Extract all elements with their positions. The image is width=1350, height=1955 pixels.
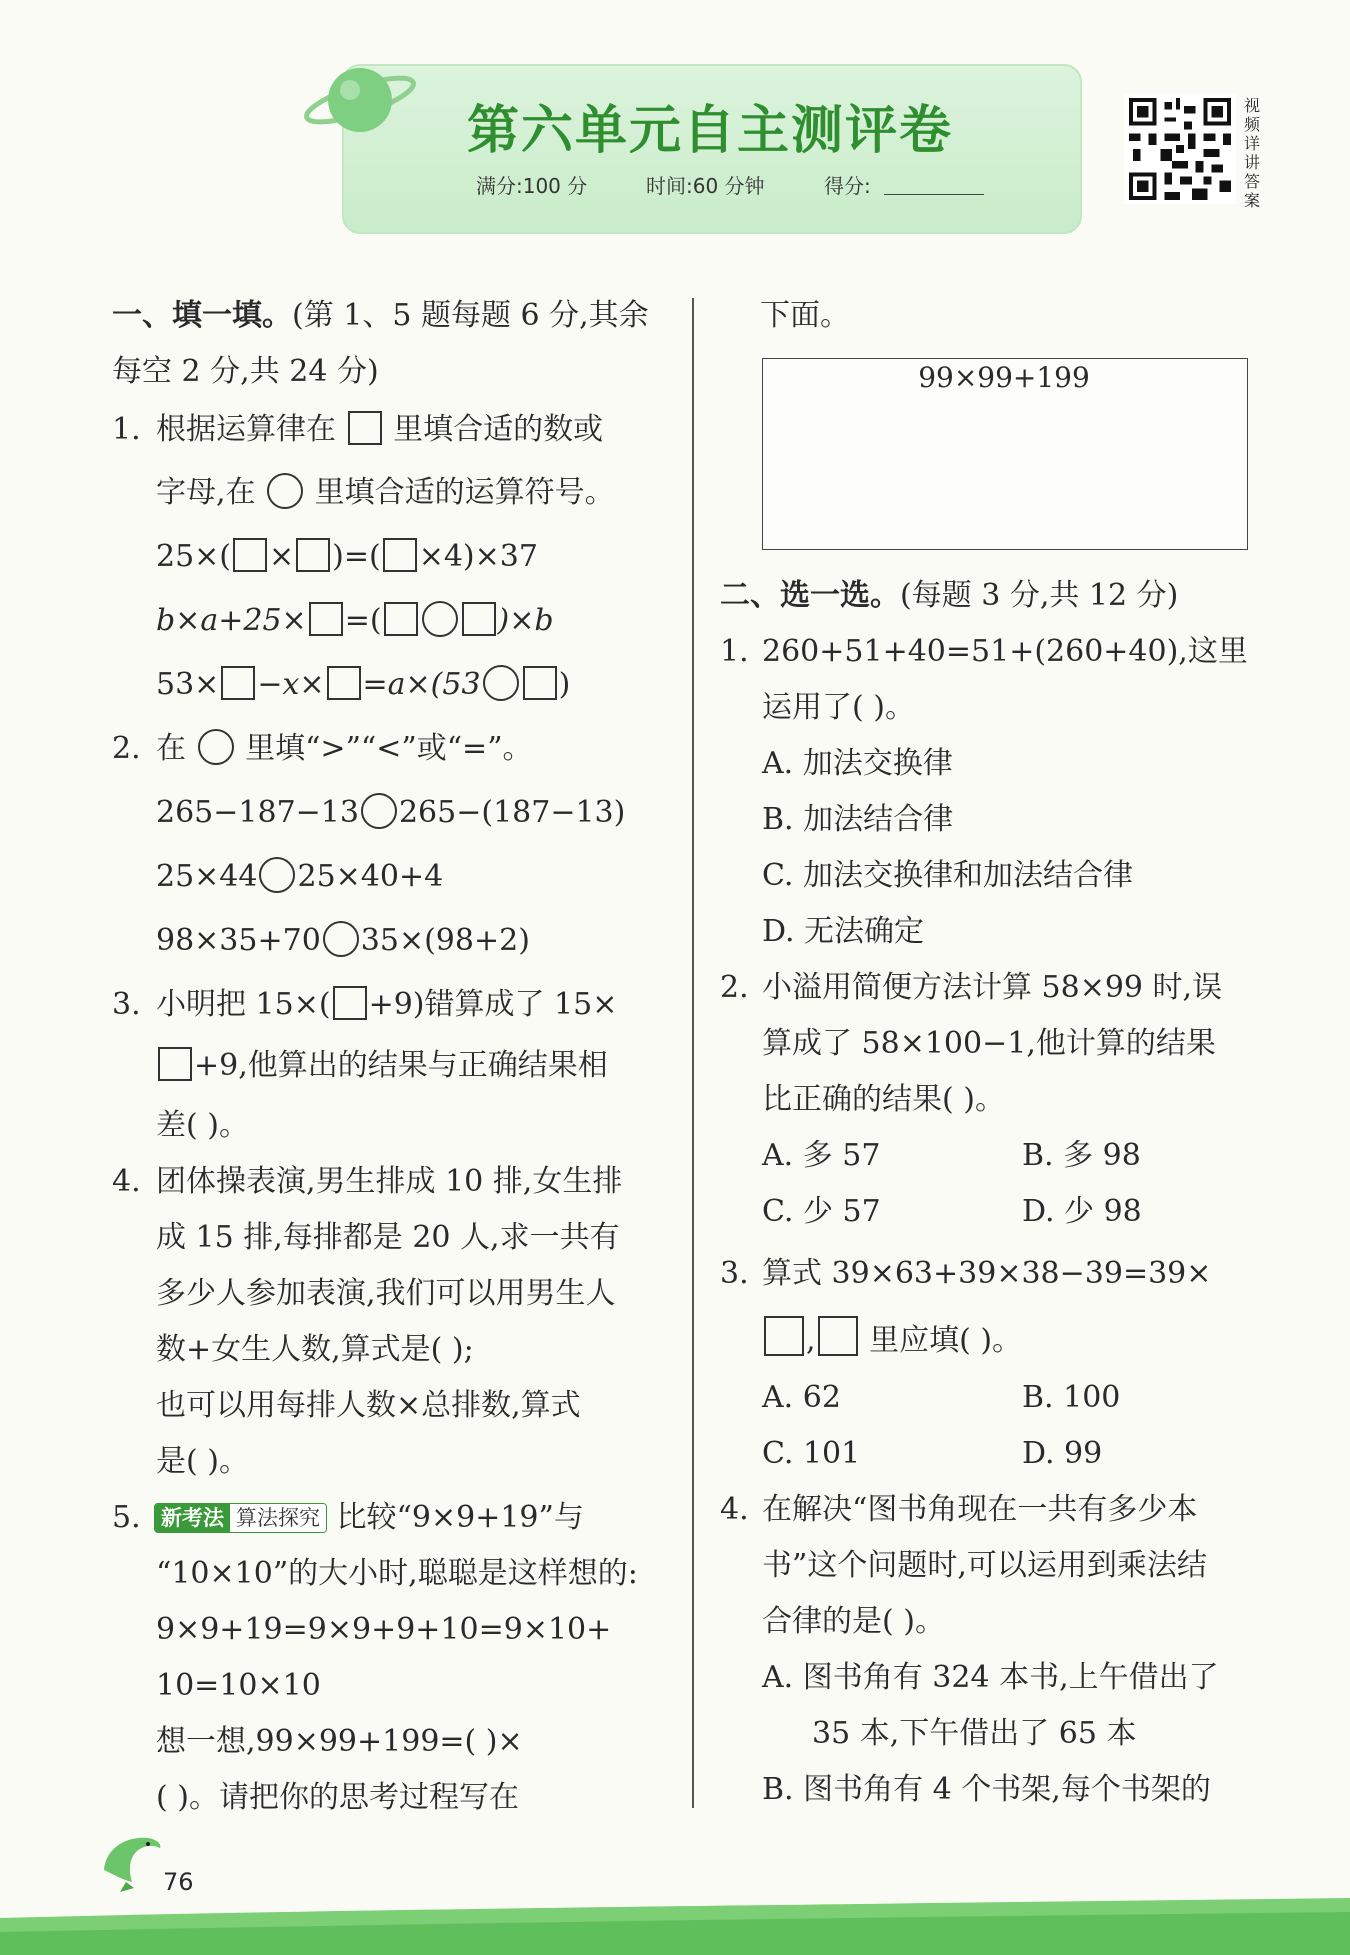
mc3-line1: 算式 39×63+39×38−39=39× — [762, 1256, 1212, 1291]
mc3-text: 里应填( )。 — [869, 1323, 1023, 1358]
score-blank — [884, 194, 984, 195]
q5-continuation: 下面。 — [760, 298, 850, 333]
blank-box — [764, 1316, 804, 1356]
eq-text: ) — [558, 667, 571, 702]
q2-text-a: 在 — [156, 731, 186, 766]
time-limit: 时间:60 分钟 — [646, 174, 765, 198]
q3-line3: 差( )。 — [156, 1108, 249, 1143]
mc4-line2: 书”这个问题时,可以运用到乘法结 — [762, 1548, 1207, 1583]
blank-box — [818, 1316, 858, 1356]
compare-circle[interactable] — [259, 857, 295, 893]
mc2-option-d[interactable]: D. 少 98 — [1022, 1194, 1142, 1229]
mc2-line3: 比正确的结果( )。 — [762, 1082, 1005, 1117]
dolphin-icon — [96, 1830, 166, 1896]
eq-text: b×a+25× — [156, 603, 307, 638]
answer-box-expression: 99×99+199 — [918, 361, 1090, 394]
q3-line1 — [156, 985, 617, 1025]
q3-line2 — [156, 1046, 608, 1086]
q5-line2: “10×10”的大小时,聪聪是这样想的: — [156, 1556, 638, 1591]
q5-line6: ( )。请把你的思考过程写在 — [156, 1780, 519, 1815]
eq-text: 98×35+70 — [156, 923, 321, 958]
mc4-line1: 在解决“图书角现在一共有多少本 — [762, 1492, 1198, 1527]
q4-line6: 是( )。 — [156, 1444, 249, 1479]
section-1-title: 一、填一填。 — [112, 298, 292, 333]
q1-text-c: 字母,在 — [156, 475, 256, 510]
mc1-option-c[interactable]: C. 加法交换律和加法结合律 — [762, 858, 1133, 893]
blank-circle[interactable] — [422, 601, 458, 637]
q3-text-a: 小明把 15×( — [156, 987, 331, 1022]
mc1-number: 1. — [720, 634, 749, 669]
q1-number: 1. — [112, 412, 141, 447]
mc3-option-d[interactable]: D. 99 — [1022, 1436, 1103, 1471]
eq-text: 25×40+4 — [297, 859, 444, 894]
blank-circle — [267, 473, 303, 509]
mc2-option-b[interactable]: B. 多 98 — [1022, 1138, 1141, 1173]
badge-label-1: 新考法 — [155, 1504, 230, 1532]
comma: , — [806, 1323, 816, 1358]
blank-box[interactable] — [327, 666, 361, 700]
q5-text-1: 比较“9×9+19”与 — [336, 1500, 584, 1535]
q4-line1: 团体操表演,男生排成 10 排,女生排 — [156, 1164, 623, 1199]
mc2-line2: 算成了 58×100−1,他计算的结果 — [762, 1026, 1216, 1061]
q4-line5: 也可以用每排人数×总排数,算式 — [156, 1388, 581, 1423]
blank-box[interactable] — [383, 538, 417, 572]
footer-grass-band — [0, 1888, 1350, 1955]
qr-caption: 视频详讲答案 — [1244, 96, 1261, 210]
mc4-option-a-cont: 35 本,下午借出了 65 本 — [812, 1716, 1137, 1751]
q2-eq3 — [156, 921, 530, 961]
page-title: 第六单元自主测评卷 — [466, 101, 953, 161]
mc2-option-a[interactable]: A. 多 57 — [762, 1138, 881, 1173]
section-1-note-line2: 每空 2 分,共 24 分) — [112, 354, 379, 389]
q2-line1 — [156, 729, 533, 769]
mc4-option-a[interactable]: A. 图书角有 324 本书,上午借出了 — [762, 1660, 1219, 1695]
q4-number: 4. — [112, 1164, 141, 1199]
mc4-number: 4. — [720, 1492, 749, 1527]
section-1-header — [112, 296, 649, 336]
q4-line3: 多少人参加表演,我们可以用男生人 — [156, 1276, 616, 1311]
q2-eq2 — [156, 857, 443, 897]
q5-line3: 9×9+19=9×9+9+10=9×10+ — [156, 1612, 612, 1647]
mc3-line2 — [762, 1316, 1022, 1361]
blank-box[interactable] — [158, 1047, 192, 1081]
mc3-option-a[interactable]: A. 62 — [762, 1380, 841, 1415]
blank-box[interactable] — [233, 538, 267, 572]
q1-text-a: 根据运算律在 — [156, 412, 336, 447]
blank-circle — [198, 729, 234, 765]
q4-line4: 数+女生人数,算式是( ); — [156, 1332, 474, 1367]
eq-text: 25×( — [156, 539, 232, 574]
q1-eq2 — [156, 601, 554, 641]
section-2-title: 二、选一选。 — [720, 578, 900, 613]
blank-box[interactable] — [462, 602, 496, 636]
full-score: 满分:100 分 — [476, 174, 588, 198]
blank-box[interactable] — [309, 602, 343, 636]
q1-text-b: 里填合适的数或 — [393, 412, 604, 447]
eq-text: 25×44 — [156, 859, 258, 894]
score-label: 得分: — [824, 174, 871, 198]
q2-number: 2. — [112, 731, 141, 766]
q4-line2: 成 15 排,每排都是 20 人,求一共有 — [156, 1220, 620, 1255]
compare-circle[interactable] — [323, 921, 359, 957]
blank-box[interactable] — [221, 666, 255, 700]
section-2-header — [720, 576, 1178, 616]
eq-text: ×4)×37 — [418, 539, 538, 574]
mc3-option-b[interactable]: B. 100 — [1022, 1380, 1121, 1415]
eq-text: 265−(187−13) — [398, 795, 626, 830]
mc3-number: 3. — [720, 1256, 749, 1291]
mc2-option-c[interactable]: C. 少 57 — [762, 1194, 881, 1229]
q3-text-c: +9,他算出的结果与正确结果相 — [194, 1048, 608, 1083]
eq-text: 35×(98+2) — [360, 923, 530, 958]
blank-circle[interactable] — [483, 665, 519, 701]
mc1-option-d[interactable]: D. 无法确定 — [762, 914, 925, 949]
mc4-option-b[interactable]: B. 图书角有 4 个书架,每个书架的 — [762, 1772, 1211, 1807]
mc3-option-c[interactable]: C. 101 — [762, 1436, 861, 1471]
q1-text-d: 里填合适的运算符号。 — [314, 475, 615, 510]
blank-box[interactable] — [333, 986, 367, 1020]
badge-label-2: 算法探究 — [230, 1504, 326, 1532]
qr-code-icon[interactable] — [1124, 94, 1236, 204]
mc2-number: 2. — [720, 970, 749, 1005]
blank-box[interactable] — [523, 666, 557, 700]
q3-text-b: +9)错算成了 15× — [368, 987, 618, 1022]
mc1-option-b[interactable]: B. 加法结合律 — [762, 802, 954, 837]
q1-eq3 — [156, 665, 570, 705]
q5-line1 — [154, 1498, 584, 1538]
mc1-line2: 运用了( )。 — [762, 690, 915, 725]
eq-text: )=( — [332, 539, 381, 574]
q5-line5: 想一想,99×99+199=( )× — [156, 1724, 523, 1759]
eq-text: 53× — [156, 667, 220, 702]
column-divider — [692, 298, 694, 1808]
compare-circle[interactable] — [361, 793, 397, 829]
eq-text: −x× — [257, 667, 325, 702]
q5-number: 5. — [112, 1500, 141, 1535]
blank-box[interactable] — [384, 602, 418, 636]
blank-box — [348, 411, 382, 445]
eq-text: )×b — [497, 603, 554, 638]
eq-text: 265−187−13 — [156, 795, 359, 830]
eq-text: =a×(53 — [362, 667, 481, 702]
new-method-badge — [154, 1503, 327, 1533]
q2-eq1 — [156, 793, 625, 833]
q1-line1 — [156, 410, 603, 450]
mc1-line1: 260+51+40=51+(260+40),这里 — [762, 634, 1248, 669]
mc2-line1: 小溢用简便方法计算 58×99 时,误 — [762, 970, 1223, 1005]
q5-line4: 10=10×10 — [156, 1668, 321, 1703]
page-number: 76 — [163, 1868, 194, 1896]
blank-box[interactable] — [296, 538, 330, 572]
mc1-option-a[interactable]: A. 加法交换律 — [762, 746, 953, 781]
section-1-note: (第 1、5 题每题 6 分,其余 — [292, 298, 649, 333]
eq-text: =( — [344, 603, 382, 638]
q1-line2 — [156, 473, 615, 513]
mc4-line3: 合律的是( )。 — [762, 1604, 945, 1639]
q3-number: 3. — [112, 987, 141, 1022]
section-2-note: (每题 3 分,共 12 分) — [900, 578, 1179, 613]
eq-text: × — [269, 539, 295, 574]
q2-text-b: 里填“>”“<”或“=”。 — [245, 731, 533, 766]
q1-eq1 — [156, 537, 538, 577]
